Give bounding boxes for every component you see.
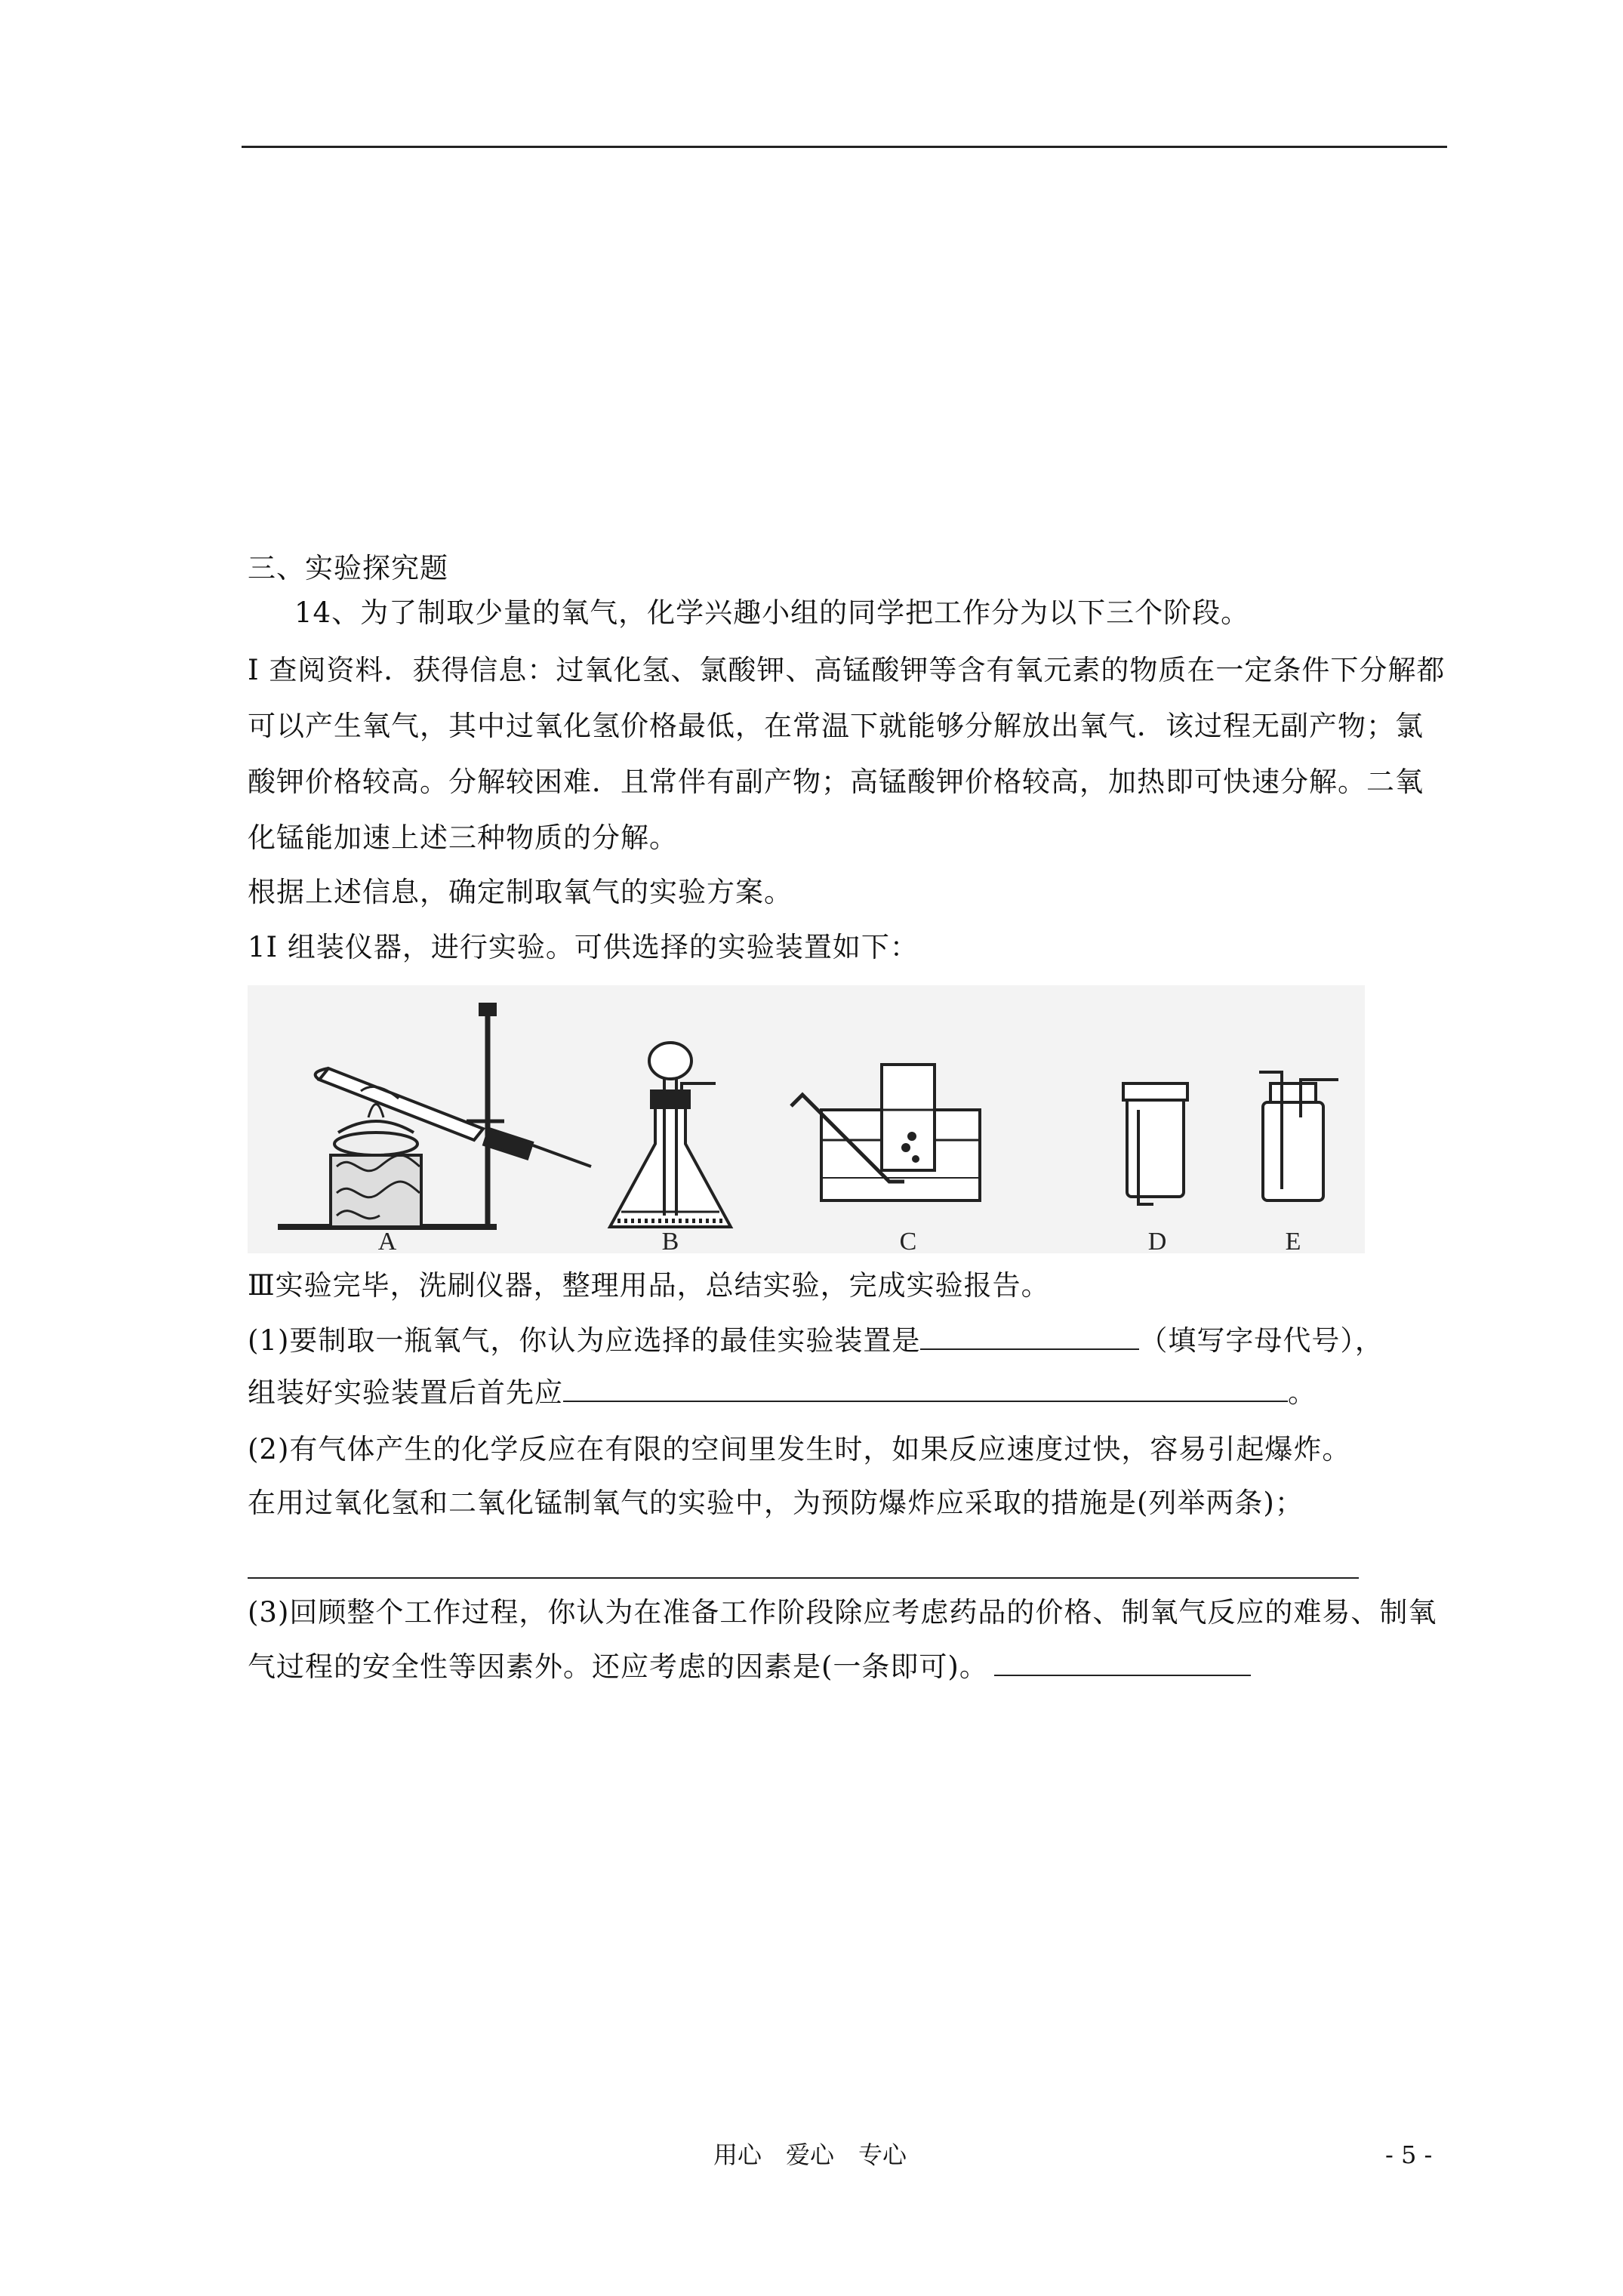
label-a: A [377,1228,397,1253]
q1-answer-blank[interactable] [920,1321,1139,1350]
q3-line2-text: 气过程的安全性等因素外。还应考虑的因素是(一条即可)。 [248,1650,988,1683]
q2-line-2: 在用过氧化氢和二氧化锰制氧气的实验中，为预防爆炸应采取的措施是(列举两条)； [248,1487,1304,1519]
decide-line: 根据上述信息，确定制取氧气的实验方案。 [248,876,793,908]
stage1-line-2: 可以产生氧气，其中过氧化氢价格最低，在常温下就能够分解放出氧气．该过程无副产物；氯 [248,710,1424,742]
q3-line-2 [248,1647,1251,1687]
apparatus-e [1259,1072,1338,1200]
question-intro: 14、为了制取少量的氧气，化学兴趣小组的同学把工作分为以下三个阶段。 [294,596,1250,629]
section-title: 三、实验探究题 [248,552,448,584]
apparatus-a [278,1004,591,1227]
stage2-line: 1I 组装仪器，进行实验。可供选择的实验装置如下： [248,931,919,963]
label-b: B [661,1228,679,1253]
stage1-line-3: 酸钾价格较高。分解较困难．且常伴有副产物；高锰酸钾价格较高，加热即可快速分解。二氧 [248,766,1424,798]
stage3-line: Ⅲ实验完毕，洗刷仪器，整理用品，总结实验，完成实验报告。 [248,1269,1050,1302]
footer-motto: 用心 爱心 专心 [713,2140,907,2169]
q3-line-1: (3)回顾整个工作过程，你认为在准备工作阶段除应考虑药品的价格、制氧气反应的难易、制氧 [248,1596,1437,1629]
apparatus-d [1123,1083,1187,1204]
label-d: D [1147,1228,1167,1253]
q2-answer-blank[interactable] [248,1577,1359,1579]
page-number: - 5 - [1385,2140,1433,2169]
q3-answer-blank[interactable] [994,1647,1251,1676]
q1-line2-prefix: 组装好实验装置后首先应 [248,1376,563,1409]
q1-step-blank[interactable] [563,1373,1288,1402]
q2-line-1: (2)有气体产生的化学反应在有限的空间里发生时，如果反应速度过快，容易引起爆炸。 [248,1433,1351,1465]
header-rule [242,146,1447,148]
q1-suffix: （填写字母代号）， [1139,1324,1384,1357]
apparatus-b [610,1043,731,1227]
q1-line2-suffix: 。 [1288,1376,1317,1409]
stage1-line-1: I 查阅资料．获得信息：过氧化氢、氯酸钾、高锰酸钾等含有氧元素的物质在一定条件下分解都 [248,654,1446,686]
q1-prefix: (1)要制取一瓶氧气，你认为应选择的最佳实验装置是 [248,1324,921,1357]
apparatus-figure [248,985,1365,1253]
label-c: C [899,1228,917,1253]
stage1-line-4: 化锰能加速上述三种物质的分解。 [248,821,678,854]
q1-line-1 [248,1321,1384,1361]
label-e: E [1285,1228,1301,1253]
apparatus-c [791,1065,980,1200]
q1-line-2 [248,1373,1317,1413]
